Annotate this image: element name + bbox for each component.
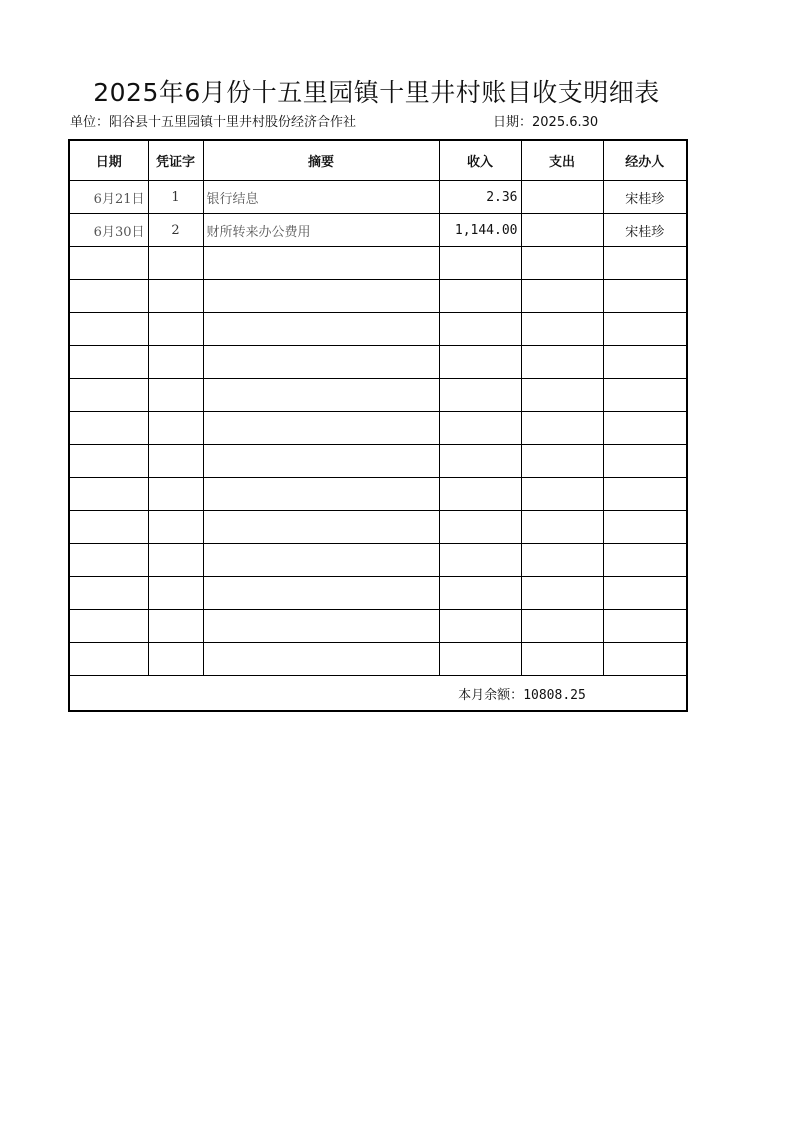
cell-date [69, 544, 148, 577]
table-row [69, 280, 687, 313]
cell-summary [203, 511, 439, 544]
cell-date: 6月21日 [69, 181, 148, 214]
cell-expense [521, 478, 603, 511]
cell-handler [603, 643, 687, 676]
cell-income [439, 478, 521, 511]
cell-voucher [148, 643, 203, 676]
cell-summary: 财所转来办公费用 [203, 214, 439, 247]
cell-income [439, 412, 521, 445]
cell-summary [203, 544, 439, 577]
cell-voucher [148, 511, 203, 544]
cell-income [439, 280, 521, 313]
header-handler: 经办人 [603, 140, 687, 181]
cell-voucher [148, 280, 203, 313]
cell-handler [603, 412, 687, 445]
cell-income: 1,144.00 [439, 214, 521, 247]
cell-voucher [148, 544, 203, 577]
table-row [69, 643, 687, 676]
cell-date [69, 445, 148, 478]
balance-cell [69, 676, 687, 712]
ledger-table [68, 139, 688, 712]
cell-voucher [148, 412, 203, 445]
cell-handler [603, 478, 687, 511]
cell-expense [521, 544, 603, 577]
balance-row [69, 676, 687, 712]
ledger-body [69, 181, 687, 676]
cell-date [69, 643, 148, 676]
cell-expense [521, 643, 603, 676]
cell-income [439, 379, 521, 412]
cell-summary [203, 478, 439, 511]
header-date: 日期 [69, 140, 148, 181]
cell-income [439, 445, 521, 478]
cell-voucher: 2 [148, 214, 203, 247]
cell-expense [521, 280, 603, 313]
table-row [69, 412, 687, 445]
cell-summary [203, 280, 439, 313]
cell-handler [603, 511, 687, 544]
cell-date [69, 280, 148, 313]
cell-expense [521, 511, 603, 544]
cell-date: 6月30日 [69, 214, 148, 247]
cell-handler [603, 379, 687, 412]
balance-value: 10808.25 [523, 687, 586, 703]
cell-expense [521, 412, 603, 445]
header-income: 收入 [439, 140, 521, 181]
cell-voucher [148, 313, 203, 346]
cell-income [439, 346, 521, 379]
cell-summary [203, 313, 439, 346]
cell-income [439, 577, 521, 610]
header-voucher: 凭证字 [148, 140, 203, 181]
cell-income: 2.36 [439, 181, 521, 214]
table-row [69, 511, 687, 544]
table-row [69, 313, 687, 346]
cell-summary [203, 445, 439, 478]
table-row [69, 445, 687, 478]
table-row [69, 544, 687, 577]
cell-handler [603, 280, 687, 313]
cell-summary [203, 346, 439, 379]
table-row [69, 379, 687, 412]
cell-handler [603, 313, 687, 346]
cell-date [69, 247, 148, 280]
cell-income [439, 610, 521, 643]
cell-handler [603, 346, 687, 379]
cell-summary [203, 379, 439, 412]
cell-summary [203, 412, 439, 445]
table-row [69, 181, 687, 214]
cell-date [69, 412, 148, 445]
cell-voucher [148, 379, 203, 412]
cell-date [69, 478, 148, 511]
table-row [69, 577, 687, 610]
cell-handler: 宋桂珍 [603, 181, 687, 214]
cell-expense [521, 610, 603, 643]
cell-income [439, 643, 521, 676]
cell-handler [603, 544, 687, 577]
cell-summary [203, 577, 439, 610]
table-row [69, 478, 687, 511]
cell-voucher [148, 478, 203, 511]
cell-expense [521, 313, 603, 346]
table-row [69, 214, 687, 247]
cell-date [69, 313, 148, 346]
header-row [69, 140, 687, 181]
cell-voucher [148, 346, 203, 379]
cell-handler [603, 577, 687, 610]
cell-summary [203, 247, 439, 280]
cell-date [69, 577, 148, 610]
page-title: 2025年6月份十五里园镇十里井村账目收支明细表 [93, 78, 660, 107]
organization-unit: 单位：阳谷县十五里园镇十里井村股份经济合作社 [70, 115, 357, 130]
table-row [69, 610, 687, 643]
cell-expense [521, 379, 603, 412]
report-date: 日期：2025.6.30 [493, 115, 599, 130]
cell-income [439, 511, 521, 544]
header-summary: 摘要 [203, 140, 439, 181]
cell-summary: 银行结息 [203, 181, 439, 214]
balance-label: 本月余额： [458, 687, 524, 703]
cell-income [439, 544, 521, 577]
cell-voucher [148, 610, 203, 643]
cell-income [439, 247, 521, 280]
header-expense: 支出 [521, 140, 603, 181]
cell-expense [521, 577, 603, 610]
cell-income [439, 313, 521, 346]
table-row [69, 346, 687, 379]
cell-expense [521, 214, 603, 247]
cell-expense [521, 181, 603, 214]
cell-expense [521, 445, 603, 478]
table-row [69, 247, 687, 280]
cell-date [69, 511, 148, 544]
cell-voucher [148, 577, 203, 610]
cell-handler: 宋桂珍 [603, 214, 687, 247]
cell-date [69, 379, 148, 412]
cell-handler [603, 247, 687, 280]
cell-voucher [148, 445, 203, 478]
cell-summary [203, 610, 439, 643]
cell-summary [203, 643, 439, 676]
cell-expense [521, 247, 603, 280]
cell-date [69, 346, 148, 379]
cell-expense [521, 346, 603, 379]
cell-voucher [148, 247, 203, 280]
cell-voucher: 1 [148, 181, 203, 214]
cell-handler [603, 610, 687, 643]
cell-handler [603, 445, 687, 478]
cell-date [69, 610, 148, 643]
